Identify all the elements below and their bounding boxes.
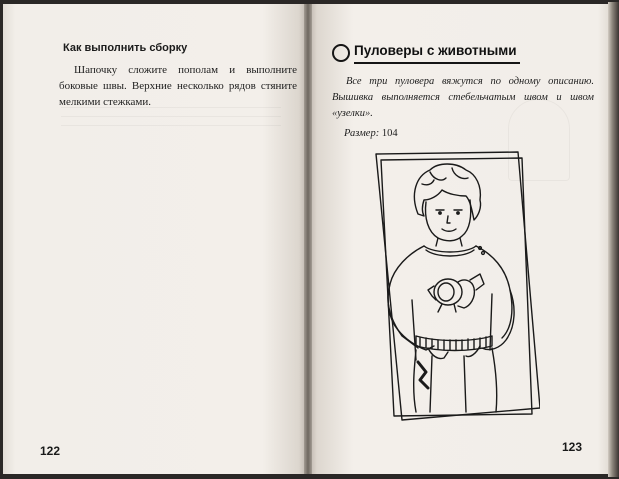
left-page [3, 4, 308, 474]
circle-bullet-icon [332, 44, 350, 62]
book-edge [608, 2, 619, 477]
section-heading: Как выполнить сборку [63, 42, 188, 54]
page-number-left: 122 [40, 444, 61, 458]
book-gutter [304, 4, 312, 474]
chapter-title: Пуловеры с животными [354, 43, 517, 58]
size-line [344, 128, 398, 139]
child-pullover-illustration-icon [372, 150, 540, 426]
page-number-right: 123 [562, 440, 583, 454]
body-paragraph: Шапочку сложите пополам и выполните боковые швы. Верхние несколько рядов стяните мелкими стежками. [59, 64, 297, 108]
size-label: Размер: [344, 128, 380, 139]
chapter-title-block [332, 43, 517, 63]
right-page [308, 4, 610, 474]
title-underline [354, 62, 520, 64]
intro-paragraph: Все три пуловера вяжутся по одному описанию. Вышивка выполняется стебельчатым швом и швом «узелки». [332, 76, 594, 119]
size-value: 104 [381, 128, 398, 139]
